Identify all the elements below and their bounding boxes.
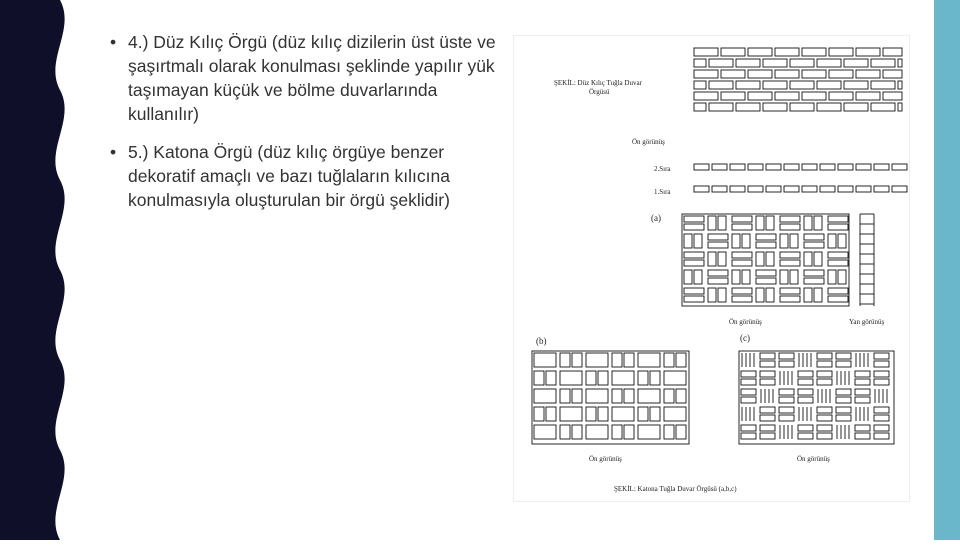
brick <box>709 103 733 111</box>
caption-bottom: ŞEKİL: Katona Tuğla Duvar Örgüsü (a,b,c) <box>614 485 737 493</box>
brick <box>779 415 794 421</box>
brick <box>736 81 760 89</box>
brick <box>766 164 781 170</box>
brick <box>828 216 848 222</box>
brick <box>650 371 660 385</box>
brick <box>709 59 733 67</box>
brick <box>874 186 889 192</box>
caption-top-line1: ŞEKİL: Düz Kılıç Tuğla Duvar <box>554 79 642 87</box>
brick <box>560 389 570 403</box>
brick <box>712 186 727 192</box>
brick <box>883 70 902 78</box>
brick <box>828 234 836 248</box>
brick <box>760 407 775 413</box>
brick <box>708 288 716 302</box>
brick <box>780 260 800 266</box>
label-row-1: 1.Sıra <box>654 188 671 196</box>
brick <box>534 371 544 385</box>
brick <box>817 379 832 385</box>
right-accent-band <box>934 0 960 540</box>
brick <box>883 48 902 56</box>
brick <box>780 296 800 302</box>
brick <box>798 371 813 377</box>
brick <box>748 70 772 78</box>
brick <box>534 353 556 367</box>
brick <box>694 81 706 89</box>
brick <box>721 48 745 56</box>
brick <box>856 48 880 56</box>
bullet-marker: • <box>110 142 117 162</box>
brick <box>732 260 752 266</box>
brick <box>718 216 726 230</box>
brick <box>779 397 794 403</box>
brick <box>760 415 775 421</box>
brick <box>817 59 841 67</box>
brick <box>804 288 812 302</box>
bullet-item <box>110 140 505 212</box>
brick <box>804 234 824 240</box>
brick <box>546 407 556 421</box>
brick <box>612 353 622 367</box>
brick <box>802 164 817 170</box>
brick <box>534 407 544 421</box>
brick-wall-figure <box>513 35 910 502</box>
brick <box>676 353 686 367</box>
brick <box>798 425 813 431</box>
brick <box>534 389 556 403</box>
brick <box>694 270 702 284</box>
brick <box>856 186 871 192</box>
brick <box>829 92 853 100</box>
label-c: (c) <box>740 333 750 343</box>
brick <box>804 242 824 248</box>
label-front-view-mid: Ön görünüş <box>729 318 762 326</box>
brick <box>820 164 835 170</box>
brick <box>741 379 756 385</box>
bullet-marker: • <box>110 32 117 52</box>
brick <box>760 361 775 367</box>
brick <box>874 379 889 385</box>
brick <box>829 48 853 56</box>
brick <box>741 433 756 439</box>
brick <box>828 260 848 266</box>
brick <box>664 389 674 403</box>
brick <box>844 81 868 89</box>
brick <box>798 397 813 403</box>
brick <box>814 288 822 302</box>
brick <box>694 48 718 56</box>
brick <box>718 288 726 302</box>
brick <box>748 92 772 100</box>
brick <box>838 186 853 192</box>
brick <box>560 353 570 367</box>
brick <box>760 433 775 439</box>
brick <box>684 260 704 266</box>
label-front-view-b: Ön görünüş <box>589 455 622 463</box>
brick <box>814 252 822 266</box>
brick <box>814 216 822 230</box>
brick <box>709 81 733 89</box>
brick <box>741 397 756 403</box>
brick <box>802 186 817 192</box>
brick <box>780 224 800 230</box>
bullet-text: 5.) Katona Örgü (düz kılıç örgüye benzer dekoratif amaçlı ve bazı tuğlaların kılıcına konulmasıyla oluşturulan bir örgü şeklidir) <box>128 142 450 210</box>
brick <box>763 81 787 89</box>
brick <box>598 371 608 385</box>
brick <box>856 92 880 100</box>
brick <box>817 415 832 421</box>
brick <box>676 389 686 403</box>
brick <box>742 234 750 248</box>
brick <box>817 407 832 413</box>
brick <box>664 407 686 421</box>
brick <box>612 407 634 421</box>
brick <box>684 288 704 294</box>
brick <box>838 164 853 170</box>
brick <box>817 361 832 367</box>
brick <box>836 389 851 395</box>
brick <box>586 371 596 385</box>
brick <box>780 270 788 284</box>
brick <box>829 70 853 78</box>
brick <box>898 103 902 111</box>
brick <box>804 252 812 266</box>
brick <box>708 242 728 248</box>
brick <box>612 371 634 385</box>
brick <box>817 353 832 359</box>
brick <box>534 425 556 439</box>
brick <box>798 379 813 385</box>
brick <box>790 234 798 248</box>
brick <box>732 234 740 248</box>
brick <box>802 48 826 56</box>
brick <box>820 186 835 192</box>
label-row-2: 2.Sıra <box>654 165 671 173</box>
brick <box>708 234 728 240</box>
brick <box>836 397 851 403</box>
brick <box>748 48 772 56</box>
brick <box>828 224 848 230</box>
brick <box>780 234 788 248</box>
brick <box>766 288 774 302</box>
brick <box>790 59 814 67</box>
brick <box>748 186 763 192</box>
label-a: (a) <box>651 213 661 223</box>
brick <box>664 371 686 385</box>
brick <box>721 70 745 78</box>
brick <box>836 415 851 421</box>
brick <box>871 81 895 89</box>
brick <box>756 216 764 230</box>
brick <box>883 92 902 100</box>
brick <box>560 407 582 421</box>
brick <box>836 353 851 359</box>
brick <box>874 353 889 359</box>
brick <box>779 407 794 413</box>
brick <box>892 164 907 170</box>
brick <box>638 371 648 385</box>
brick <box>741 389 756 395</box>
label-b: (b) <box>536 336 547 346</box>
brick <box>817 81 841 89</box>
brick <box>855 433 870 439</box>
brick <box>560 425 570 439</box>
brick <box>836 361 851 367</box>
brick <box>718 252 726 266</box>
brick <box>766 216 774 230</box>
brick <box>838 270 846 284</box>
brick <box>756 242 776 248</box>
brick <box>586 353 608 367</box>
brick <box>817 371 832 377</box>
brick <box>694 164 709 170</box>
brick <box>694 234 702 248</box>
brick <box>721 92 745 100</box>
brick <box>784 164 799 170</box>
wall-outline <box>532 351 689 444</box>
brick <box>638 353 660 367</box>
brick <box>694 186 709 192</box>
brick <box>874 433 889 439</box>
slide-text-content <box>110 30 505 226</box>
brick <box>694 59 706 67</box>
bullet-text: 4.) Düz Kılıç Örgü (düz kılıç dizilerin üst üste ve şaşırtmalı olarak konulması şeklinde yapılır yük taşımayan küçük ve bölme duvarlarında kullanılır) <box>128 32 496 124</box>
brick <box>756 270 776 276</box>
brick <box>874 415 889 421</box>
brick <box>742 270 750 284</box>
brick <box>650 407 660 421</box>
brick <box>763 59 787 67</box>
brick <box>763 103 787 111</box>
brick <box>712 164 727 170</box>
brick <box>546 371 556 385</box>
brick <box>855 397 870 403</box>
brick <box>586 407 596 421</box>
brick <box>892 186 907 192</box>
brick <box>684 224 704 230</box>
brick <box>804 216 812 230</box>
wall-outline <box>682 214 849 306</box>
brick <box>804 278 824 284</box>
brick <box>844 59 868 67</box>
brick <box>694 70 718 78</box>
brick <box>708 216 716 230</box>
brick <box>756 278 776 284</box>
brick <box>732 224 752 230</box>
brick <box>624 353 634 367</box>
brick <box>684 252 704 258</box>
brick <box>732 216 752 222</box>
brick <box>612 389 622 403</box>
brick <box>874 371 889 377</box>
brick <box>684 296 704 302</box>
brick <box>760 425 775 431</box>
brick <box>856 70 880 78</box>
brick <box>855 425 870 431</box>
brick <box>817 103 841 111</box>
brick <box>664 425 674 439</box>
brick <box>775 48 799 56</box>
brick <box>766 186 781 192</box>
brick <box>598 407 608 421</box>
brick <box>684 216 704 222</box>
brick <box>684 234 692 248</box>
brick <box>836 407 851 413</box>
brick <box>708 270 728 276</box>
brick <box>638 407 648 421</box>
brick <box>802 70 826 78</box>
brick <box>766 252 774 266</box>
brick <box>838 234 846 248</box>
brick <box>756 252 764 266</box>
brick <box>780 252 800 258</box>
brick <box>775 70 799 78</box>
brick <box>638 389 660 403</box>
brick <box>775 92 799 100</box>
brick <box>874 425 889 431</box>
label-front-view-top: Ön görünüş <box>632 138 665 146</box>
brick <box>844 103 868 111</box>
wall-outline <box>739 351 894 444</box>
brick <box>790 270 798 284</box>
brick <box>874 407 889 413</box>
brick <box>624 425 634 439</box>
brick <box>664 353 674 367</box>
brick <box>741 371 756 377</box>
bullet-item <box>110 30 505 126</box>
brick <box>817 425 832 431</box>
brick <box>855 379 870 385</box>
brick <box>828 252 848 258</box>
brick <box>748 164 763 170</box>
brick <box>741 425 756 431</box>
brick <box>784 186 799 192</box>
brick <box>708 252 716 266</box>
brick <box>736 103 760 111</box>
brick <box>871 103 895 111</box>
brick <box>760 371 775 377</box>
brick <box>802 92 826 100</box>
brick <box>730 164 745 170</box>
brick <box>572 353 582 367</box>
brick <box>572 389 582 403</box>
brick <box>624 389 634 403</box>
brick <box>612 425 622 439</box>
brick <box>780 216 800 222</box>
left-decorative-band <box>0 0 80 540</box>
brick <box>736 59 760 67</box>
brick <box>817 433 832 439</box>
brick <box>855 371 870 377</box>
brick <box>732 296 752 302</box>
brick <box>790 103 814 111</box>
brick <box>874 164 889 170</box>
caption-top-line2: Örgüsü <box>589 88 610 96</box>
brick <box>732 270 740 284</box>
brick <box>828 270 836 284</box>
brick <box>779 389 794 395</box>
brick <box>898 59 902 67</box>
brick <box>855 389 870 395</box>
brick <box>732 288 752 294</box>
brick <box>676 425 686 439</box>
label-front-view-c: Ön görünüş <box>797 455 830 463</box>
brick <box>694 103 706 111</box>
brick <box>684 270 692 284</box>
brick <box>780 288 800 294</box>
brick <box>760 379 775 385</box>
brick <box>730 186 745 192</box>
brick <box>586 389 608 403</box>
brick <box>732 252 752 258</box>
brick <box>828 288 848 294</box>
brick <box>804 270 824 276</box>
brick <box>874 361 889 367</box>
brick <box>779 353 794 359</box>
brick <box>586 425 608 439</box>
brick <box>828 296 848 302</box>
brick <box>798 389 813 395</box>
brick <box>694 92 718 100</box>
brick <box>756 288 764 302</box>
brick <box>898 81 902 89</box>
brick <box>779 361 794 367</box>
brick <box>856 164 871 170</box>
brick <box>560 371 582 385</box>
label-side-view: Yan görünüş <box>849 318 885 326</box>
brick <box>790 81 814 89</box>
brick <box>756 234 776 240</box>
brick <box>798 433 813 439</box>
brick <box>871 59 895 67</box>
brick <box>572 425 582 439</box>
brick <box>638 425 660 439</box>
brick <box>708 278 728 284</box>
brick <box>760 353 775 359</box>
